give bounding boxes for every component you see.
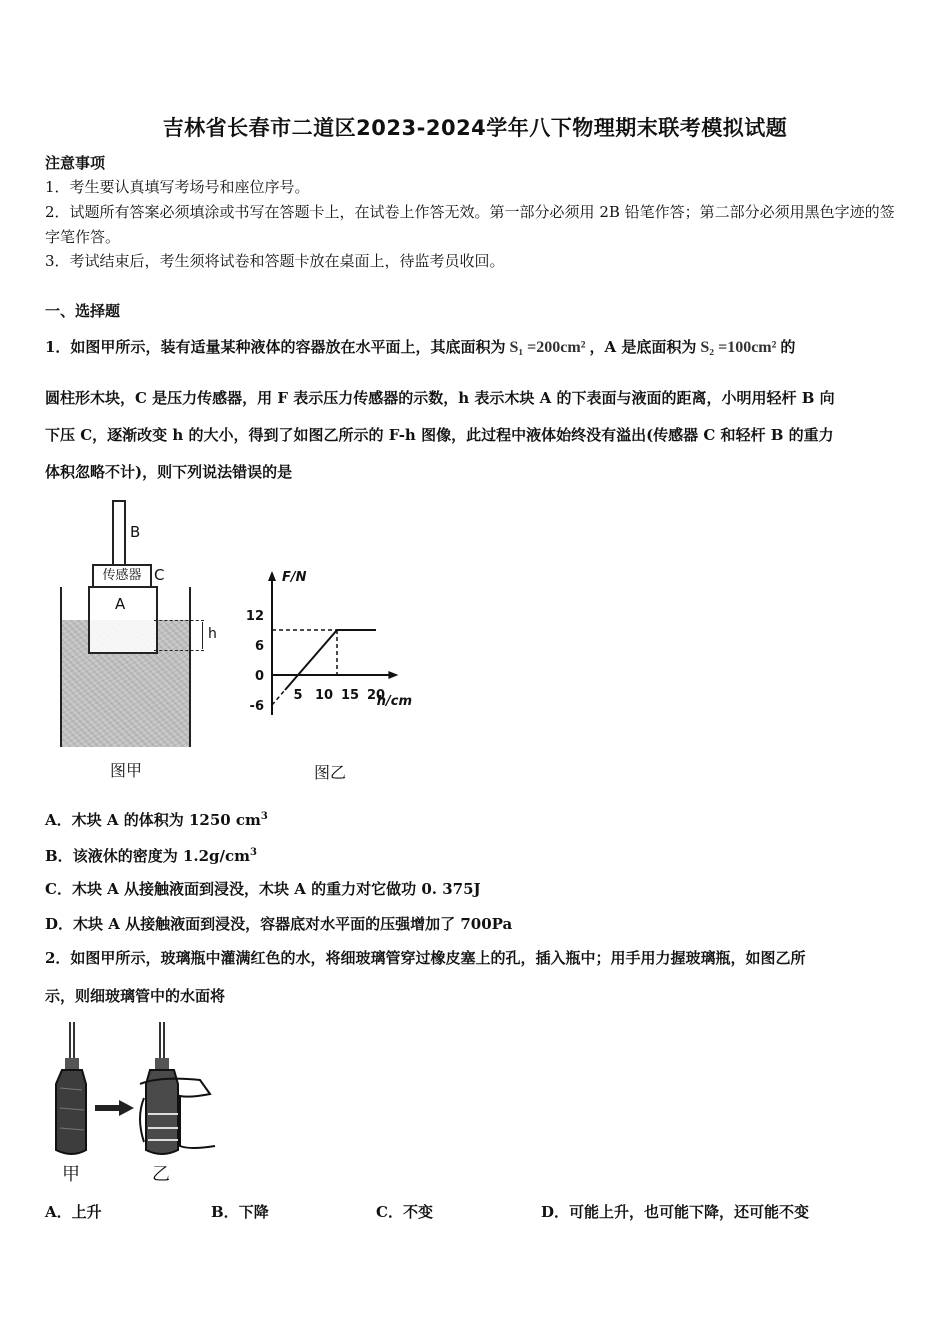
option-letter: C． [45,880,72,898]
option-letter: A． [45,811,72,829]
q1-option-c [45,878,915,900]
liquid-level-line [154,620,204,621]
notice-item-3: 3．考试结束后，考生须将试卷和答题卡放在桌面上，待监考员收回。 [45,252,505,270]
container-right-wall [189,587,191,747]
option-sup: 3 [260,811,268,822]
notice-heading: 注意事项 [45,154,106,172]
option-text: 该液休的密度为 1.2g/cm [72,847,250,865]
sensor-c: 传感器 [92,564,152,588]
series-line [285,630,376,690]
q2-option-a [45,1201,102,1222]
option-text: 木块 A 的体积为 1250 cm [71,811,261,829]
label-a: A [115,595,126,613]
x-axis-arrow [388,671,398,679]
q1-line-3: 下压 C，逐渐改变 h 的大小，得到了如图乙所示的 F-h 图像，此过程中液体始终没有溢出(传感器 C 和轻杆 B 的重力 [45,426,834,444]
option-letter: B． [45,847,73,865]
q2-option-b [211,1201,269,1222]
label-yi: 乙 [152,1164,170,1185]
option-letter: D． [541,1203,570,1221]
fh-chart [238,545,468,745]
notice-item-1: 1．考生要认真填写考场号和座位序号。 [45,178,310,196]
q1-line-1 [45,336,915,359]
q1-text-b: ，A 是底面积为 [589,338,697,356]
section-heading: 一、选择题 [45,302,121,320]
q1-option-a [45,806,915,831]
caption-jia: 图甲 [110,761,143,780]
option-text: 木块 A 从接触液面到浸没，容器底对水平面的压强增加了 700Pa [73,915,513,933]
x-tick-label: 20 [366,688,386,703]
y-axis-label: F/N [282,570,307,585]
label-c: C [154,566,165,584]
q1-formula-s2: S₂ =100cm² [700,339,777,356]
q1-line-4: 体积忽略不计)，则下列说法错误的是 [45,463,293,481]
q1-line-2: 圆柱形木块，C 是压力传感器，用 F 表示压力传感器的示数，h 表示木块 A 的下表面与液面的距离，小明用轻杆 B 向 [45,389,835,407]
option-text: 不变 [402,1203,433,1221]
y-tick-label: 6 [254,639,264,654]
label-h: h [208,626,217,642]
x-tick-label: 10 [314,688,334,703]
option-letter: A． [45,1203,72,1221]
option-sup: 3 [249,847,257,858]
option-text: 上升 [71,1203,102,1221]
x-axis-label: h/cm [376,694,413,709]
q1-formula-s1: S₁ =200cm² [509,339,586,356]
option-text: 可能上升，也可能下降，还可能不变 [569,1203,810,1221]
y-tick-label: 12 [245,609,264,624]
page-title: 吉林省长春市二道区2023-2024学年八下物理期末联考模拟试题 [162,116,788,140]
q2-option-d [541,1201,809,1222]
q1-option-b [45,842,915,867]
notice-item-2: 2．试题所有答案必须填涂或书写在答题卡上，在试卷上作答无效。第一部分必须用 2B 铅笔作答；第二部分必须用黑色字迹的签字笔作答。 [45,203,895,246]
figure-bottles [40,1018,230,1188]
caption-yi: 图乙 [314,763,347,782]
figure-jia [50,495,230,785]
figure-yi [238,545,468,795]
y-tick-label: 0 [254,669,264,684]
option-letter: C． [376,1203,403,1221]
y-axis-arrow [268,571,276,581]
y-tick-label: -6 [249,699,264,714]
rod-b [112,500,126,566]
option-letter: D． [45,915,74,933]
dashed-guide [272,690,285,705]
block-bottom-line [154,650,204,651]
q2-line-2: 示，则细玻璃管中的水面将 [45,987,226,1005]
bottle-illustration [40,1018,230,1168]
option-text: 木块 A 从接触液面到浸没，木块 A 的重力对它做功 0. 375J [71,880,481,898]
h-arrow [202,622,203,649]
x-tick-label: 15 [340,688,360,703]
option-text: 下降 [238,1203,269,1221]
q1-option-d [45,913,915,935]
q2-line-1: 2．如图甲所示，玻璃瓶中灌满红色的水，将细玻璃管穿过橡皮塞上的孔，插入瓶中；用手用力握玻璃瓶，如图乙所 [45,949,806,967]
x-tick-label: 5 [293,688,303,703]
q2-option-c [376,1201,433,1222]
label-b: B [130,523,141,541]
q1-text-a: 1．如图甲所示，装有适量某种液体的容器放在水平面上，其底面积为 [45,338,506,356]
option-letter: B． [211,1203,239,1221]
q1-text-c: 的 [780,338,796,356]
label-jia: 甲 [62,1164,80,1185]
